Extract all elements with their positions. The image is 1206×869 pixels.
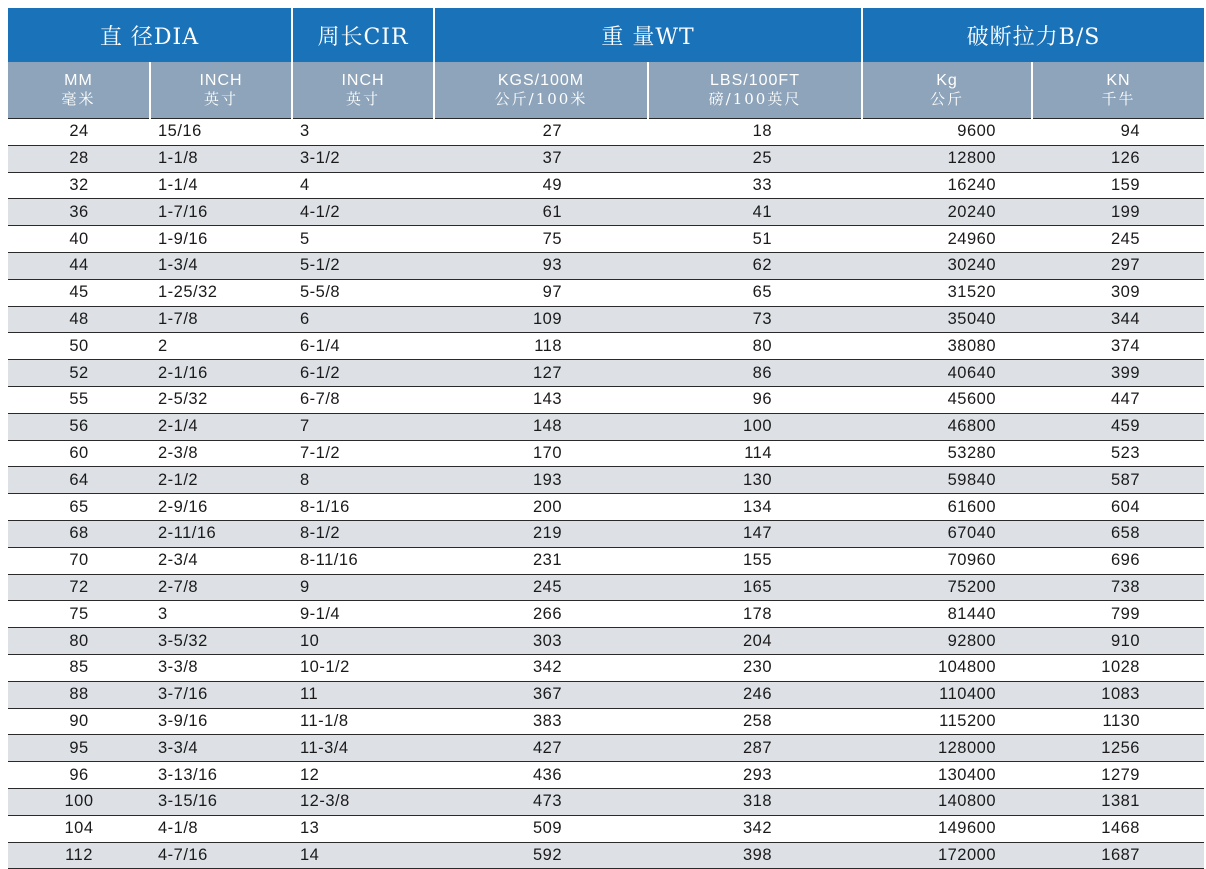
table-row bbox=[8, 815, 1204, 842]
cell-lbs-100ft: 33 bbox=[648, 172, 862, 199]
cell-kgs-100m: 245 bbox=[434, 574, 648, 601]
subheader-cn: 英寸 bbox=[345, 89, 380, 108]
header-weight: 重 量WT bbox=[434, 8, 862, 62]
spec-table-container bbox=[8, 8, 1204, 869]
cell-dia-inch: 3-5/32 bbox=[150, 628, 292, 655]
cell-dia-inch: 2-5/32 bbox=[150, 386, 292, 413]
cell-dia-inch: 2-1/16 bbox=[150, 360, 292, 387]
cell-kgs-100m: 592 bbox=[434, 842, 648, 869]
spec-table-body bbox=[8, 119, 1204, 869]
cell-lbs-100ft: 134 bbox=[648, 494, 862, 521]
cell-dia-inch: 2-1/2 bbox=[150, 467, 292, 494]
subheader-mm bbox=[8, 62, 150, 119]
cell-dia-inch: 3-15/16 bbox=[150, 788, 292, 815]
cell-lbs-100ft: 65 bbox=[648, 279, 862, 306]
cell-bs-kg: 92800 bbox=[862, 628, 1032, 655]
subheader-kn bbox=[1032, 62, 1204, 119]
header-breaking-strength: 破断拉力B/S bbox=[862, 8, 1204, 62]
cell-lbs-100ft: 96 bbox=[648, 386, 862, 413]
cell-lbs-100ft: 342 bbox=[648, 815, 862, 842]
cell-dia-mm: 70 bbox=[8, 547, 150, 574]
cell-cir-inch: 3 bbox=[292, 119, 434, 146]
cell-bs-kn: 94 bbox=[1032, 119, 1204, 146]
cell-dia-inch: 2 bbox=[150, 333, 292, 360]
cell-dia-mm: 88 bbox=[8, 681, 150, 708]
subheader-cn: 英寸 bbox=[203, 89, 238, 108]
cell-bs-kn: 587 bbox=[1032, 467, 1204, 494]
cell-bs-kn: 399 bbox=[1032, 360, 1204, 387]
subheader-en: Kg bbox=[936, 72, 958, 90]
table-row bbox=[8, 226, 1204, 253]
cell-dia-inch: 3-13/16 bbox=[150, 762, 292, 789]
cell-dia-inch: 1-7/8 bbox=[150, 306, 292, 333]
cell-kgs-100m: 148 bbox=[434, 413, 648, 440]
cell-dia-mm: 112 bbox=[8, 842, 150, 869]
cell-cir-inch: 7 bbox=[292, 413, 434, 440]
cell-bs-kg: 67040 bbox=[862, 520, 1032, 547]
cell-lbs-100ft: 155 bbox=[648, 547, 862, 574]
cell-cir-inch: 12-3/8 bbox=[292, 788, 434, 815]
cell-dia-inch: 2-1/4 bbox=[150, 413, 292, 440]
unit-header-row bbox=[8, 62, 1204, 119]
cell-dia-mm: 45 bbox=[8, 279, 150, 306]
cell-bs-kg: 53280 bbox=[862, 440, 1032, 467]
cell-kgs-100m: 219 bbox=[434, 520, 648, 547]
cell-lbs-100ft: 114 bbox=[648, 440, 862, 467]
cell-cir-inch: 10 bbox=[292, 628, 434, 655]
cell-dia-inch: 2-3/4 bbox=[150, 547, 292, 574]
cell-bs-kn: 1381 bbox=[1032, 788, 1204, 815]
cell-lbs-100ft: 62 bbox=[648, 252, 862, 279]
table-row bbox=[8, 306, 1204, 333]
group-header-row bbox=[8, 8, 1204, 62]
cell-cir-inch: 8-11/16 bbox=[292, 547, 434, 574]
subheader-dia-inch bbox=[150, 62, 292, 119]
subheader-en: LBS/100FT bbox=[710, 72, 800, 90]
cell-bs-kn: 245 bbox=[1032, 226, 1204, 253]
cell-kgs-100m: 266 bbox=[434, 601, 648, 628]
cell-dia-inch: 1-1/8 bbox=[150, 145, 292, 172]
cell-kgs-100m: 427 bbox=[434, 735, 648, 762]
cell-cir-inch: 6 bbox=[292, 306, 434, 333]
cell-bs-kn: 1028 bbox=[1032, 654, 1204, 681]
cell-kgs-100m: 303 bbox=[434, 628, 648, 655]
cell-dia-mm: 64 bbox=[8, 467, 150, 494]
cell-dia-mm: 32 bbox=[8, 172, 150, 199]
table-row bbox=[8, 279, 1204, 306]
cell-cir-inch: 3-1/2 bbox=[292, 145, 434, 172]
cell-cir-inch: 9 bbox=[292, 574, 434, 601]
cell-bs-kg: 149600 bbox=[862, 815, 1032, 842]
cell-cir-inch: 5-1/2 bbox=[292, 252, 434, 279]
cell-bs-kg: 46800 bbox=[862, 413, 1032, 440]
header-circumference: 周长CIR bbox=[292, 8, 434, 62]
table-row bbox=[8, 788, 1204, 815]
subheader-cn: 公斤 bbox=[929, 89, 964, 108]
cell-dia-mm: 72 bbox=[8, 574, 150, 601]
cell-bs-kn: 344 bbox=[1032, 306, 1204, 333]
cell-dia-inch: 15/16 bbox=[150, 119, 292, 146]
cell-bs-kg: 128000 bbox=[862, 735, 1032, 762]
cell-dia-mm: 104 bbox=[8, 815, 150, 842]
cell-bs-kg: 30240 bbox=[862, 252, 1032, 279]
cell-dia-mm: 60 bbox=[8, 440, 150, 467]
table-row bbox=[8, 628, 1204, 655]
cell-dia-mm: 65 bbox=[8, 494, 150, 521]
cell-cir-inch: 11-3/4 bbox=[292, 735, 434, 762]
cell-kgs-100m: 93 bbox=[434, 252, 648, 279]
header-diameter: 直 径DIA bbox=[8, 8, 292, 62]
cell-bs-kn: 910 bbox=[1032, 628, 1204, 655]
cell-cir-inch: 4-1/2 bbox=[292, 199, 434, 226]
table-row bbox=[8, 520, 1204, 547]
cell-bs-kn: 799 bbox=[1032, 601, 1204, 628]
cell-bs-kg: 104800 bbox=[862, 654, 1032, 681]
table-row bbox=[8, 145, 1204, 172]
cell-dia-mm: 36 bbox=[8, 199, 150, 226]
cell-bs-kn: 159 bbox=[1032, 172, 1204, 199]
table-row bbox=[8, 413, 1204, 440]
cell-bs-kg: 70960 bbox=[862, 547, 1032, 574]
cell-cir-inch: 4 bbox=[292, 172, 434, 199]
subheader-cn: 磅/100英尺 bbox=[708, 89, 802, 108]
cell-dia-inch: 3-9/16 bbox=[150, 708, 292, 735]
rope-spec-table bbox=[8, 8, 1204, 869]
cell-cir-inch: 7-1/2 bbox=[292, 440, 434, 467]
subheader-kgs-100m bbox=[434, 62, 648, 119]
table-row bbox=[8, 119, 1204, 146]
table-row bbox=[8, 842, 1204, 869]
cell-lbs-100ft: 318 bbox=[648, 788, 862, 815]
cell-kgs-100m: 231 bbox=[434, 547, 648, 574]
cell-lbs-100ft: 25 bbox=[648, 145, 862, 172]
cell-lbs-100ft: 178 bbox=[648, 601, 862, 628]
cell-dia-mm: 75 bbox=[8, 601, 150, 628]
cell-dia-mm: 28 bbox=[8, 145, 150, 172]
cell-kgs-100m: 509 bbox=[434, 815, 648, 842]
cell-bs-kg: 59840 bbox=[862, 467, 1032, 494]
cell-dia-mm: 50 bbox=[8, 333, 150, 360]
cell-bs-kn: 1468 bbox=[1032, 815, 1204, 842]
cell-bs-kg: 9600 bbox=[862, 119, 1032, 146]
cell-kgs-100m: 75 bbox=[434, 226, 648, 253]
table-row bbox=[8, 199, 1204, 226]
cell-cir-inch: 6-1/2 bbox=[292, 360, 434, 387]
cell-bs-kn: 523 bbox=[1032, 440, 1204, 467]
cell-dia-inch: 2-11/16 bbox=[150, 520, 292, 547]
cell-lbs-100ft: 147 bbox=[648, 520, 862, 547]
cell-dia-mm: 44 bbox=[8, 252, 150, 279]
cell-bs-kg: 38080 bbox=[862, 333, 1032, 360]
cell-dia-mm: 68 bbox=[8, 520, 150, 547]
cell-cir-inch: 8-1/16 bbox=[292, 494, 434, 521]
subheader-kg bbox=[862, 62, 1032, 119]
cell-lbs-100ft: 204 bbox=[648, 628, 862, 655]
cell-bs-kg: 40640 bbox=[862, 360, 1032, 387]
cell-kgs-100m: 200 bbox=[434, 494, 648, 521]
cell-cir-inch: 6-7/8 bbox=[292, 386, 434, 413]
cell-bs-kn: 1256 bbox=[1032, 735, 1204, 762]
cell-lbs-100ft: 130 bbox=[648, 467, 862, 494]
cell-cir-inch: 11-1/8 bbox=[292, 708, 434, 735]
subheader-en: KGS/100M bbox=[497, 72, 585, 90]
table-row bbox=[8, 735, 1204, 762]
cell-dia-inch: 2-7/8 bbox=[150, 574, 292, 601]
table-row bbox=[8, 708, 1204, 735]
cell-cir-inch: 5-5/8 bbox=[292, 279, 434, 306]
cell-cir-inch: 12 bbox=[292, 762, 434, 789]
subheader-lbs-100ft bbox=[648, 62, 862, 119]
table-row bbox=[8, 681, 1204, 708]
cell-dia-mm: 24 bbox=[8, 119, 150, 146]
table-row bbox=[8, 440, 1204, 467]
cell-lbs-100ft: 86 bbox=[648, 360, 862, 387]
subheader-cn: 毫米 bbox=[61, 89, 96, 108]
cell-bs-kg: 61600 bbox=[862, 494, 1032, 521]
cell-kgs-100m: 193 bbox=[434, 467, 648, 494]
cell-dia-mm: 52 bbox=[8, 360, 150, 387]
cell-lbs-100ft: 18 bbox=[648, 119, 862, 146]
cell-dia-mm: 90 bbox=[8, 708, 150, 735]
cell-kgs-100m: 367 bbox=[434, 681, 648, 708]
cell-bs-kn: 604 bbox=[1032, 494, 1204, 521]
cell-kgs-100m: 127 bbox=[434, 360, 648, 387]
cell-bs-kn: 1279 bbox=[1032, 762, 1204, 789]
cell-bs-kn: 309 bbox=[1032, 279, 1204, 306]
cell-dia-mm: 80 bbox=[8, 628, 150, 655]
cell-bs-kg: 75200 bbox=[862, 574, 1032, 601]
cell-cir-inch: 5 bbox=[292, 226, 434, 253]
cell-kgs-100m: 109 bbox=[434, 306, 648, 333]
subheader-cn: 公斤/100米 bbox=[494, 89, 588, 108]
cell-bs-kn: 696 bbox=[1032, 547, 1204, 574]
subheader-en: MM bbox=[64, 72, 93, 90]
cell-bs-kn: 126 bbox=[1032, 145, 1204, 172]
cell-bs-kg: 24960 bbox=[862, 226, 1032, 253]
cell-dia-mm: 95 bbox=[8, 735, 150, 762]
cell-dia-inch: 3-3/8 bbox=[150, 654, 292, 681]
cell-dia-inch: 1-9/16 bbox=[150, 226, 292, 253]
cell-dia-inch: 1-1/4 bbox=[150, 172, 292, 199]
cell-dia-mm: 40 bbox=[8, 226, 150, 253]
cell-lbs-100ft: 100 bbox=[648, 413, 862, 440]
cell-lbs-100ft: 398 bbox=[648, 842, 862, 869]
table-row bbox=[8, 547, 1204, 574]
cell-lbs-100ft: 246 bbox=[648, 681, 862, 708]
table-row bbox=[8, 333, 1204, 360]
cell-kgs-100m: 61 bbox=[434, 199, 648, 226]
table-row bbox=[8, 172, 1204, 199]
cell-bs-kn: 1083 bbox=[1032, 681, 1204, 708]
cell-bs-kn: 199 bbox=[1032, 199, 1204, 226]
cell-bs-kn: 658 bbox=[1032, 520, 1204, 547]
cell-dia-mm: 48 bbox=[8, 306, 150, 333]
cell-bs-kg: 172000 bbox=[862, 842, 1032, 869]
cell-dia-inch: 1-7/16 bbox=[150, 199, 292, 226]
cell-dia-inch: 4-1/8 bbox=[150, 815, 292, 842]
cell-bs-kg: 16240 bbox=[862, 172, 1032, 199]
table-row bbox=[8, 601, 1204, 628]
cell-bs-kn: 1687 bbox=[1032, 842, 1204, 869]
cell-kgs-100m: 49 bbox=[434, 172, 648, 199]
cell-kgs-100m: 143 bbox=[434, 386, 648, 413]
cell-bs-kg: 130400 bbox=[862, 762, 1032, 789]
cell-dia-inch: 3-3/4 bbox=[150, 735, 292, 762]
cell-dia-inch: 1-3/4 bbox=[150, 252, 292, 279]
table-row bbox=[8, 654, 1204, 681]
cell-bs-kn: 1130 bbox=[1032, 708, 1204, 735]
cell-lbs-100ft: 51 bbox=[648, 226, 862, 253]
cell-bs-kg: 110400 bbox=[862, 681, 1032, 708]
cell-bs-kg: 35040 bbox=[862, 306, 1032, 333]
cell-lbs-100ft: 80 bbox=[648, 333, 862, 360]
cell-lbs-100ft: 287 bbox=[648, 735, 862, 762]
cell-dia-mm: 100 bbox=[8, 788, 150, 815]
cell-bs-kg: 31520 bbox=[862, 279, 1032, 306]
subheader-en: INCH bbox=[199, 72, 243, 90]
cell-kgs-100m: 383 bbox=[434, 708, 648, 735]
table-row bbox=[8, 386, 1204, 413]
cell-bs-kg: 115200 bbox=[862, 708, 1032, 735]
cell-dia-inch: 1-25/32 bbox=[150, 279, 292, 306]
cell-dia-inch: 3-7/16 bbox=[150, 681, 292, 708]
cell-cir-inch: 6-1/4 bbox=[292, 333, 434, 360]
cell-kgs-100m: 473 bbox=[434, 788, 648, 815]
cell-bs-kg: 12800 bbox=[862, 145, 1032, 172]
cell-kgs-100m: 37 bbox=[434, 145, 648, 172]
cell-dia-mm: 96 bbox=[8, 762, 150, 789]
cell-dia-inch: 3 bbox=[150, 601, 292, 628]
table-row bbox=[8, 574, 1204, 601]
subheader-en: INCH bbox=[341, 72, 385, 90]
cell-lbs-100ft: 73 bbox=[648, 306, 862, 333]
cell-cir-inch: 11 bbox=[292, 681, 434, 708]
table-row bbox=[8, 252, 1204, 279]
table-row bbox=[8, 467, 1204, 494]
subheader-en: KN bbox=[1106, 72, 1131, 90]
cell-lbs-100ft: 230 bbox=[648, 654, 862, 681]
cell-lbs-100ft: 41 bbox=[648, 199, 862, 226]
subheader-cir-inch bbox=[292, 62, 434, 119]
table-row bbox=[8, 494, 1204, 521]
cell-lbs-100ft: 258 bbox=[648, 708, 862, 735]
cell-dia-inch: 4-7/16 bbox=[150, 842, 292, 869]
cell-kgs-100m: 436 bbox=[434, 762, 648, 789]
table-row bbox=[8, 762, 1204, 789]
cell-cir-inch: 8 bbox=[292, 467, 434, 494]
cell-bs-kn: 374 bbox=[1032, 333, 1204, 360]
cell-bs-kg: 20240 bbox=[862, 199, 1032, 226]
cell-cir-inch: 8-1/2 bbox=[292, 520, 434, 547]
cell-kgs-100m: 118 bbox=[434, 333, 648, 360]
cell-bs-kg: 140800 bbox=[862, 788, 1032, 815]
cell-dia-mm: 56 bbox=[8, 413, 150, 440]
cell-bs-kg: 81440 bbox=[862, 601, 1032, 628]
table-row bbox=[8, 360, 1204, 387]
cell-bs-kn: 738 bbox=[1032, 574, 1204, 601]
cell-bs-kn: 447 bbox=[1032, 386, 1204, 413]
cell-lbs-100ft: 293 bbox=[648, 762, 862, 789]
cell-dia-inch: 2-9/16 bbox=[150, 494, 292, 521]
cell-dia-mm: 55 bbox=[8, 386, 150, 413]
subheader-cn: 千牛 bbox=[1101, 89, 1136, 108]
cell-kgs-100m: 342 bbox=[434, 654, 648, 681]
cell-bs-kg: 45600 bbox=[862, 386, 1032, 413]
cell-cir-inch: 10-1/2 bbox=[292, 654, 434, 681]
cell-kgs-100m: 97 bbox=[434, 279, 648, 306]
cell-bs-kn: 459 bbox=[1032, 413, 1204, 440]
cell-bs-kn: 297 bbox=[1032, 252, 1204, 279]
cell-cir-inch: 14 bbox=[292, 842, 434, 869]
cell-lbs-100ft: 165 bbox=[648, 574, 862, 601]
cell-dia-inch: 2-3/8 bbox=[150, 440, 292, 467]
cell-kgs-100m: 27 bbox=[434, 119, 648, 146]
cell-cir-inch: 9-1/4 bbox=[292, 601, 434, 628]
cell-kgs-100m: 170 bbox=[434, 440, 648, 467]
cell-dia-mm: 85 bbox=[8, 654, 150, 681]
cell-cir-inch: 13 bbox=[292, 815, 434, 842]
